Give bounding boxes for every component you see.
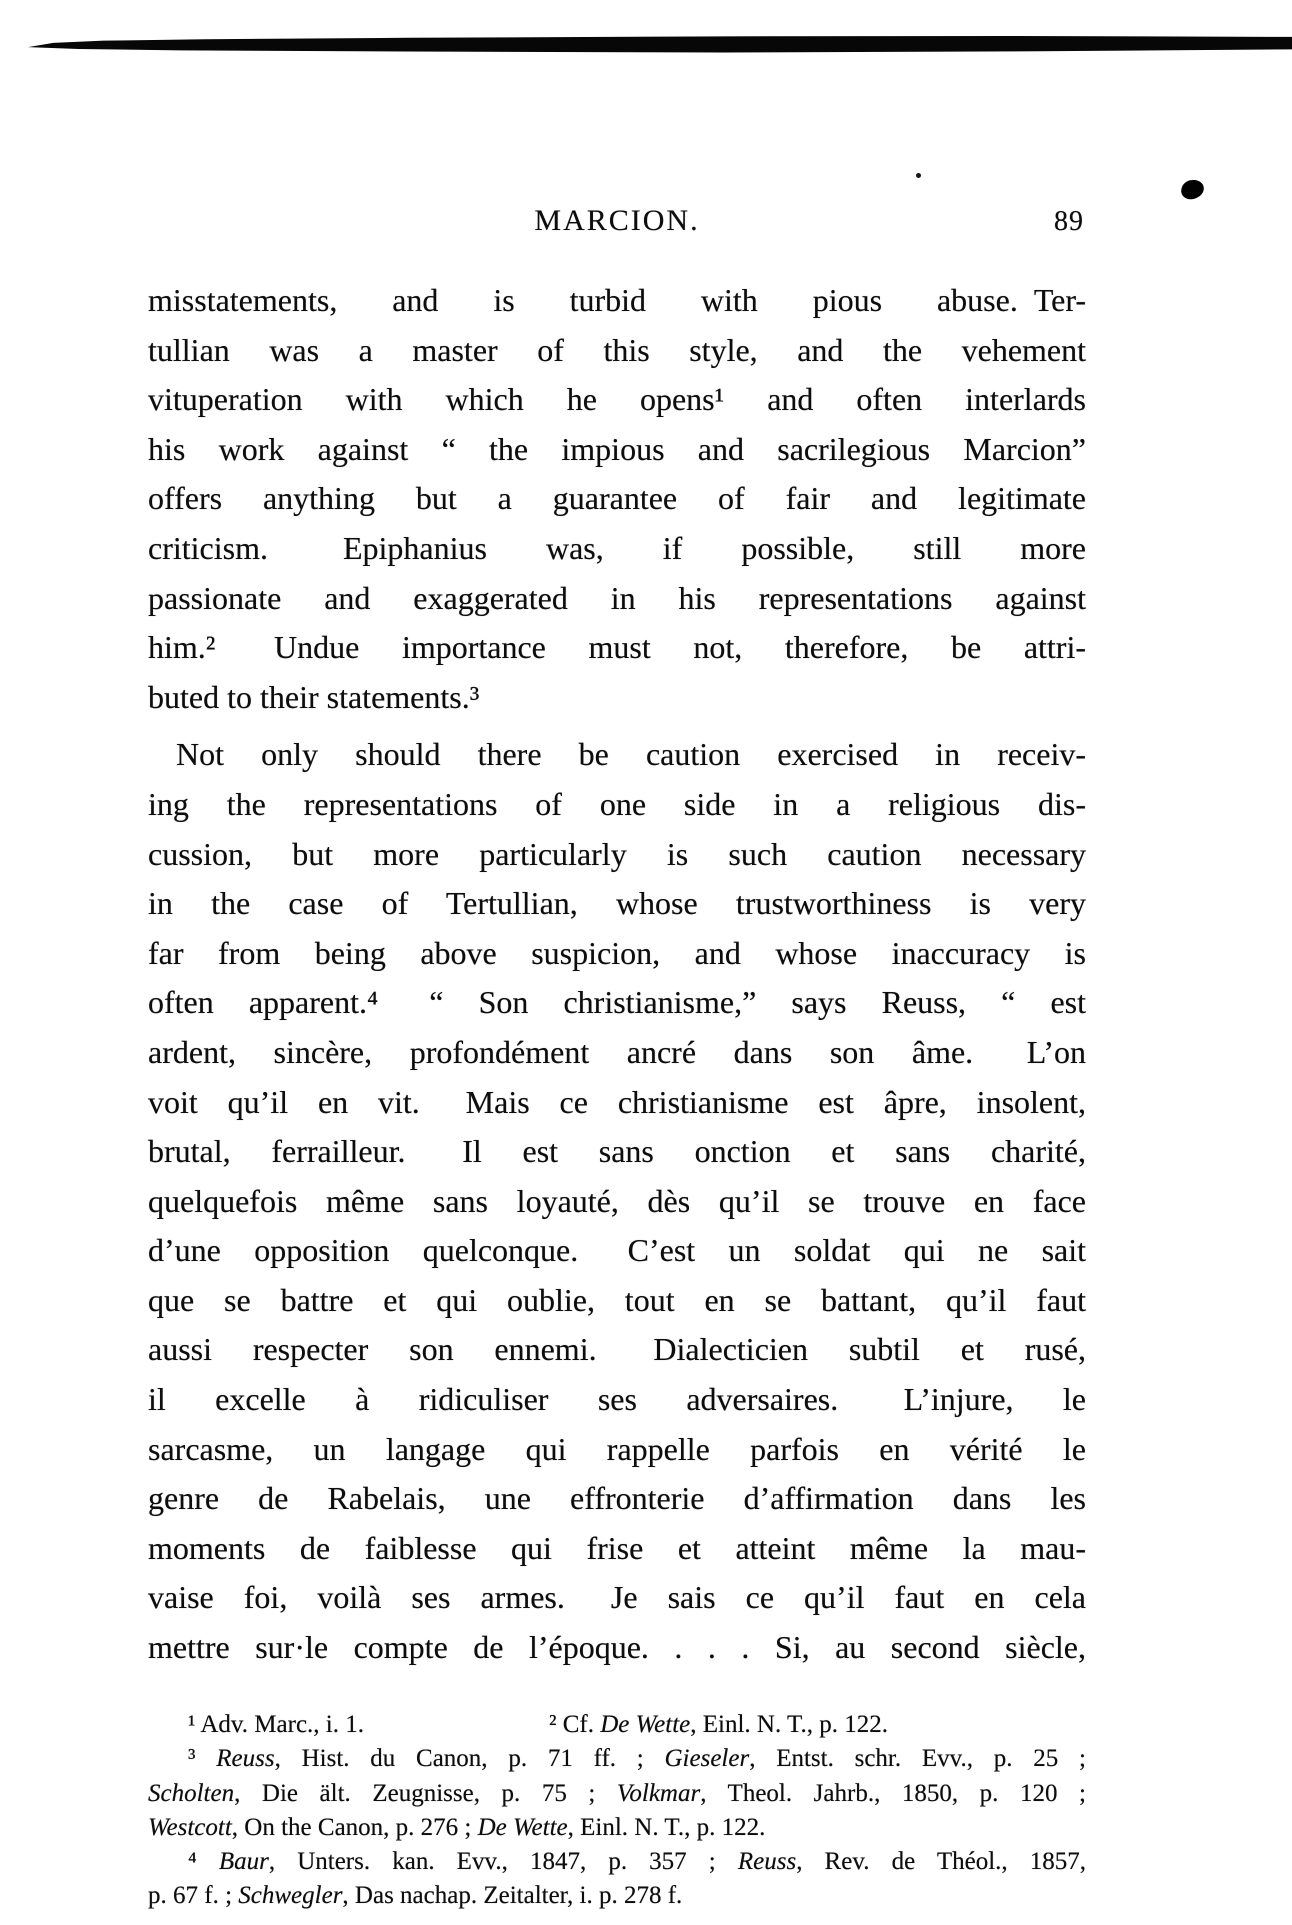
body-text [148, 276, 1086, 1673]
body-line: genre de Rabelais, une effronterie d’affirmation dans les [148, 1480, 1086, 1517]
footnote-text: Schwegler [238, 1882, 343, 1910]
footnote-text: Gieseler [664, 1745, 750, 1773]
paragraph-1 [148, 276, 1086, 722]
footnote-text: , Hist. du Canon, p. 71 ff. ; [274, 1745, 665, 1773]
footnote-line [148, 1742, 1086, 1776]
body-line: d’une opposition quelconque. C’est un soldat qui ne sait [148, 1232, 1086, 1269]
page-number: 89 [1054, 206, 1084, 237]
text-column [148, 0, 1086, 1925]
footnote-text: , Die ält. Zeugnisse, p. 75 ; [234, 1779, 617, 1807]
body-line: passionate and exaggerated in his representations against [148, 579, 1086, 616]
footnote-text: Scholten [148, 1779, 235, 1807]
footnote-text: Volkmar [616, 1779, 701, 1807]
body-line: offers anything but a guarantee of fair and legitimate [148, 480, 1086, 517]
footnote-text: Reuss [737, 1848, 797, 1876]
body-line: sarcasme, un langage qui rappelle parfois en vérité le [148, 1430, 1086, 1467]
footnote-text: , Einl. N. T., p. 122. [567, 1813, 766, 1841]
running-title: MARCION. [534, 204, 700, 237]
footnote-text: , Entst. schr. Evv., p. 25 ; [749, 1745, 1087, 1773]
body-line: vaise foi, voilà ses armes. Je sais ce qu’il faut en cela [148, 1579, 1086, 1616]
body-line: criticism. Epiphanius was, if possible, still more [148, 529, 1086, 566]
body-line: mettre sur·le compte de l’époque. . . . Si, au second siècle, [148, 1629, 1086, 1666]
body-line: his work against “ the impious and sacrilegious Marcion” [148, 430, 1086, 467]
body-line: ardent, sincère, profondément ancré dans son âme. L’on [148, 1033, 1086, 1070]
footnote-text: Reuss [216, 1745, 275, 1773]
body-line: que se battre et qui oublie, tout en se battant, qu’il faut [148, 1281, 1086, 1318]
body-line: him.² Undue importance must not, therefore, be attri- [148, 629, 1086, 666]
body-line: vituperation with which he opens¹ and often interlards [148, 381, 1086, 418]
footnote-text: ³ [188, 1745, 217, 1773]
body-line: tullian was a master of this style, and the vehement [148, 331, 1086, 368]
body-line: quelquefois même sans loyauté, dès qu’il se trouve en face [148, 1182, 1086, 1219]
footnote-column-gap [364, 1731, 549, 1732]
footnote-text: , Rev. de Théol., 1857, [796, 1848, 1087, 1876]
footnote-text: ¹ Adv. Marc., i. 1. [188, 1711, 364, 1738]
body-line: buted to their statements.³ [148, 678, 480, 715]
footnote-text: De Wette [600, 1711, 691, 1738]
paragraph-2 [148, 730, 1086, 1672]
footnote-line [148, 1845, 1086, 1879]
footnote-text: Westcott [148, 1813, 232, 1841]
ink-blob-artifact [1179, 178, 1205, 201]
footnote-line [148, 1811, 1086, 1845]
body-line: voit qu’il en vit. Mais ce christianisme est âpre, insolent, [148, 1083, 1086, 1120]
body-line: moments de faiblesse qui frise et atteint même la mau- [148, 1529, 1086, 1566]
footnote-text: De Wette [477, 1813, 568, 1841]
body-line: ing the representations of one side in a religious dis- [148, 785, 1086, 822]
footnote-text: ² Cf. [549, 1711, 601, 1738]
footnotes [148, 1708, 1086, 1914]
footnote-line [148, 1708, 1086, 1742]
body-line: Not only should there be caution exercised in receiv- [176, 736, 1086, 773]
footnote-line [148, 1777, 1086, 1811]
footnote-line [148, 1879, 1086, 1913]
footnote-text: p. 67 f. ; [148, 1882, 239, 1910]
body-line: cussion, but more particularly is such caution necessary [148, 835, 1086, 872]
footnote-text: , Einl. N. T., p. 122. [690, 1711, 888, 1738]
body-line: far from being above suspicion, and whose inaccuracy is [148, 934, 1086, 971]
footnote-text: , On the Canon, p. 276 ; [231, 1813, 478, 1841]
page-header [148, 204, 1086, 244]
footnote-text: , Das nachap. Zeitalter, i. p. 278 f. [342, 1882, 683, 1910]
footnote-text: ⁴ [188, 1848, 219, 1876]
body-line: often apparent.⁴ “ Son christianisme,” says Reuss, “ est [148, 984, 1086, 1021]
body-line: il excelle à ridiculiser ses adversaires. L’injure, le [148, 1381, 1086, 1418]
footnote-text: Baur [218, 1848, 269, 1876]
body-line: brutal, ferrailleur. Il est sans onction et sans charité, [148, 1133, 1086, 1170]
body-line: in the case of Tertullian, whose trustworthiness is very [148, 885, 1086, 922]
footnote-text: , Unters. kan. Evv., 1847, p. 357 ; [268, 1848, 738, 1876]
body-line: misstatements, and is turbid with pious abuse. Ter- [148, 282, 1086, 318]
footnote-text: , Theol. Jahrb., 1850, p. 120 ; [700, 1779, 1086, 1807]
body-line: aussi respecter son ennemi. Dialecticien subtil et rusé, [148, 1331, 1086, 1368]
